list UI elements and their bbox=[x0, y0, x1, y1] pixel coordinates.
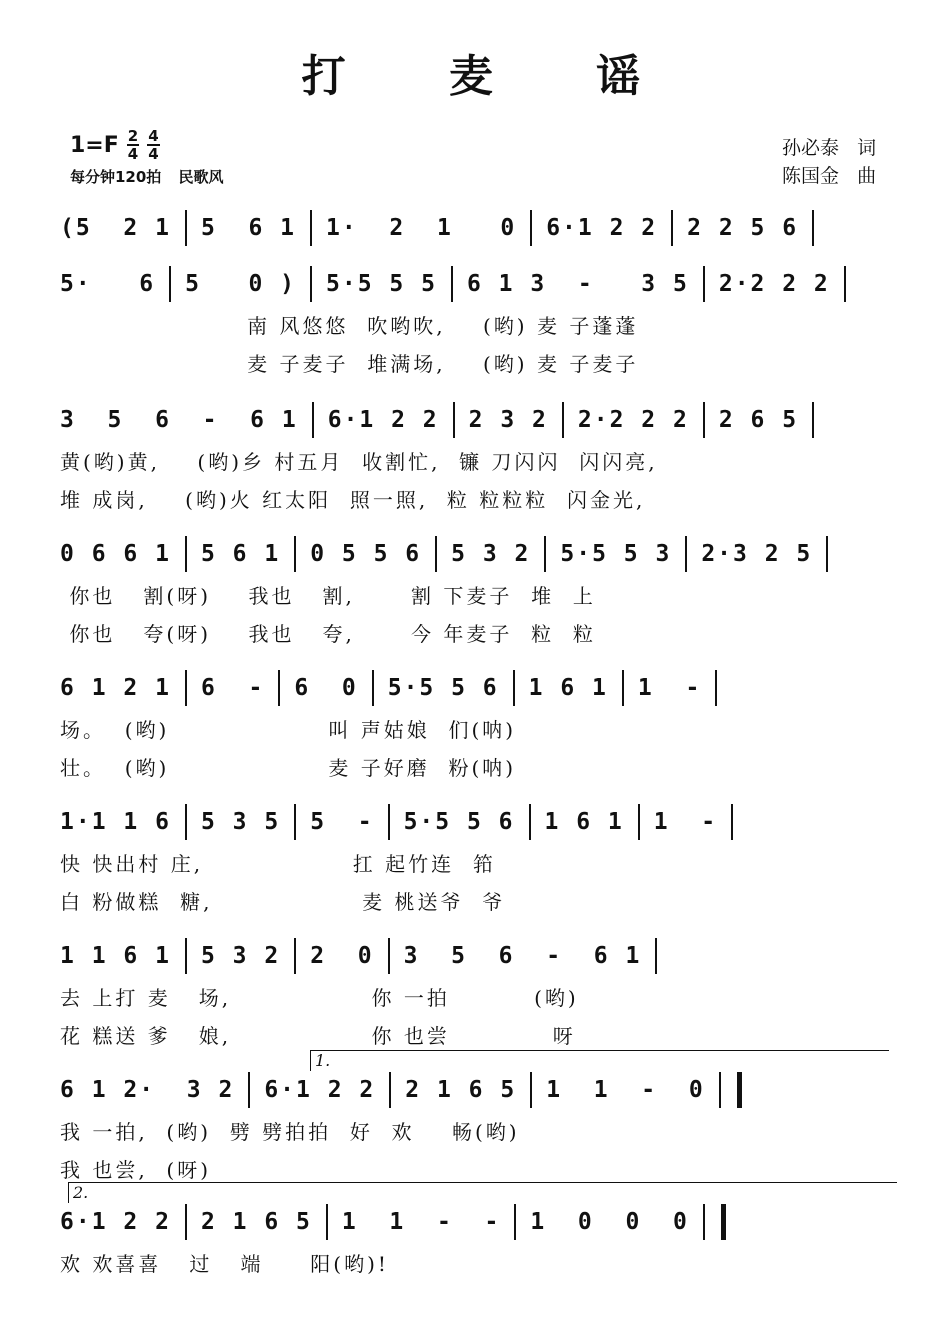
barline bbox=[719, 1072, 721, 1108]
measure: 1 1 6 1 bbox=[60, 943, 171, 969]
measure: 2·2 2 2 bbox=[577, 407, 689, 433]
key-time-line bbox=[70, 128, 224, 162]
song-title: 打 麦 谣 bbox=[301, 51, 685, 102]
lyrics-verse-2: 堆 成岗, (哟)火 红太阳 照一照, 粒 粒粒粒 闪金光, bbox=[60, 488, 646, 512]
measure: 2 6 5 bbox=[718, 407, 799, 433]
lyrics-verse-2: 麦 子麦子 堆满场, (哟) 麦 子麦子 bbox=[60, 352, 639, 376]
measure: 5·5 5 5 bbox=[326, 271, 437, 297]
lyrics-verse-1: 场。 (哟) 叫 声姑娘 们(呐) bbox=[60, 718, 517, 742]
barline bbox=[294, 938, 296, 974]
barline bbox=[530, 210, 532, 246]
barline bbox=[731, 804, 733, 840]
notes-line bbox=[60, 398, 900, 442]
measure: (5 2 1 bbox=[60, 215, 171, 241]
style: 民歌风 bbox=[178, 168, 224, 186]
measure: 5 6 1 bbox=[200, 541, 281, 567]
time-signature-4-4: $\frac{4}{4}$ bbox=[148, 127, 159, 163]
notes-line bbox=[60, 1068, 900, 1112]
barline bbox=[703, 1204, 705, 1240]
lyrics-verse-1: 快 快出村 庄, 扛 起竹连 筘 bbox=[60, 852, 496, 876]
time-signature-2-4: $\frac{2}{4}$ bbox=[127, 127, 139, 163]
notes-line bbox=[60, 666, 900, 710]
measure: 6 1 2· 3 2 bbox=[60, 1077, 235, 1103]
barline bbox=[310, 266, 312, 302]
measure: 2 3 2 bbox=[468, 407, 548, 433]
barline bbox=[844, 266, 846, 302]
lyrics-verse-1: 你也 割(呀) 我也 割, 割 下麦子 堆 上 bbox=[60, 584, 596, 608]
measure: 5 0 ) bbox=[185, 271, 297, 297]
barline bbox=[812, 210, 814, 246]
measure: 6·1 2 2 bbox=[264, 1077, 376, 1103]
lyrics-verse-2: 白 粉做糕 糖, 麦 桃送爷 爷 bbox=[60, 890, 506, 914]
barline bbox=[435, 536, 437, 572]
barline bbox=[514, 1204, 516, 1240]
measure: 6·1 2 2 bbox=[327, 407, 439, 433]
notes-line bbox=[60, 934, 900, 978]
measure: 6·1 2 2 bbox=[60, 1209, 171, 1235]
lyricist-credit bbox=[782, 134, 876, 162]
measure: 2 1 6 5 bbox=[405, 1077, 517, 1103]
barline bbox=[529, 804, 531, 840]
tempo-line bbox=[70, 166, 224, 187]
barline bbox=[185, 210, 187, 246]
song-meta bbox=[70, 128, 224, 187]
barline bbox=[185, 1204, 187, 1240]
volta-bracket: 1. bbox=[310, 1050, 889, 1071]
measure: 5 3 2 bbox=[451, 541, 531, 567]
measure: 1 1 - - bbox=[341, 1209, 501, 1235]
barline bbox=[622, 670, 624, 706]
measure: 2·2 2 2 bbox=[718, 271, 830, 297]
barline bbox=[703, 266, 705, 302]
composer: 陈国金 bbox=[782, 165, 840, 187]
lyrics-verse-1: 去 上打 麦 场, 你 一拍 (哟) bbox=[60, 986, 579, 1010]
lyrics-verse-1: 欢 欢喜喜 过 端 阳(哟)! bbox=[60, 1252, 389, 1276]
measure: 5· 6 bbox=[60, 271, 156, 297]
measure: 5 3 5 bbox=[200, 809, 281, 835]
barline bbox=[671, 210, 673, 246]
barline bbox=[388, 938, 390, 974]
barline bbox=[655, 938, 657, 974]
lyricist-role: 词 bbox=[857, 137, 877, 159]
barline bbox=[185, 804, 187, 840]
lyrics-verse-1: 黄(哟)黄, (哟)乡 村五月 收割忙, 镰 刀闪闪 闪闪亮, bbox=[60, 450, 658, 474]
barline bbox=[685, 536, 687, 572]
barline bbox=[703, 402, 705, 438]
measure: 1 1 - 0 bbox=[546, 1077, 705, 1103]
measure: 1 6 1 bbox=[528, 675, 608, 701]
measure: 1· 2 1 0 bbox=[326, 215, 517, 241]
barline bbox=[294, 536, 296, 572]
barline bbox=[185, 536, 187, 572]
barline bbox=[278, 670, 280, 706]
barline bbox=[544, 536, 546, 572]
barline bbox=[310, 210, 312, 246]
composer-credit bbox=[782, 162, 876, 190]
barline bbox=[388, 804, 390, 840]
measure: 5 3 2 bbox=[200, 943, 281, 969]
credits bbox=[782, 134, 876, 190]
measure: 2·3 2 5 bbox=[701, 541, 813, 567]
barline bbox=[812, 402, 814, 438]
barline bbox=[513, 670, 515, 706]
measure: 0 5 5 6 bbox=[310, 541, 422, 567]
notes-line bbox=[60, 206, 900, 250]
measure: 2 2 5 6 bbox=[687, 215, 799, 241]
end-barline bbox=[721, 1204, 726, 1240]
barline bbox=[453, 402, 455, 438]
measure: 6 - bbox=[200, 675, 265, 701]
measure: 0 6 6 1 bbox=[60, 541, 171, 567]
measure: 1·1 1 6 bbox=[60, 809, 171, 835]
barline bbox=[169, 266, 171, 302]
lyrics-verse-1: 南 风悠悠 吹哟吹, (哟) 麦 子蓬蓬 bbox=[60, 314, 639, 338]
measure: 2 1 6 5 bbox=[200, 1209, 312, 1235]
lyrics-verse-2: 你也 夸(呀) 我也 夸, 今 年麦子 粒 粒 bbox=[60, 622, 596, 646]
notes-line bbox=[60, 532, 900, 576]
barline bbox=[372, 670, 374, 706]
measure: 5 6 1 bbox=[200, 215, 297, 241]
key-signature: 1=F bbox=[70, 132, 119, 158]
lyricist: 孙必泰 bbox=[782, 137, 840, 159]
lyrics-verse-2: 花 糕送 爹 娘, 你 也尝 呀 bbox=[60, 1024, 576, 1048]
measure: 5·5 5 6 bbox=[387, 675, 499, 701]
volta-bracket: 2. bbox=[68, 1182, 897, 1203]
barline bbox=[562, 402, 564, 438]
measure: 6 0 bbox=[294, 675, 358, 701]
measure: 5·5 5 3 bbox=[560, 541, 672, 567]
measure: 1 - bbox=[637, 675, 702, 701]
barline bbox=[638, 804, 640, 840]
measure: 6 1 3 - 3 5 bbox=[466, 271, 689, 297]
composer-role: 曲 bbox=[857, 165, 877, 187]
barline bbox=[312, 402, 314, 438]
measure: 6 1 2 1 bbox=[60, 675, 171, 701]
barline bbox=[185, 938, 187, 974]
barline bbox=[389, 1072, 391, 1108]
barline bbox=[715, 670, 717, 706]
measure: 6·1 2 2 bbox=[546, 215, 658, 241]
barline bbox=[185, 670, 187, 706]
notes-line bbox=[60, 1200, 900, 1244]
barline bbox=[451, 266, 453, 302]
lyrics-verse-2: 我 也尝, (呀) bbox=[60, 1158, 212, 1182]
barline bbox=[826, 536, 828, 572]
measure: 1 6 1 bbox=[544, 809, 624, 835]
barline bbox=[326, 1204, 328, 1240]
measure: 1 - bbox=[653, 809, 718, 835]
barline bbox=[248, 1072, 250, 1108]
barline bbox=[530, 1072, 532, 1108]
end-barline bbox=[737, 1072, 742, 1108]
notes-line bbox=[60, 800, 900, 844]
notes-line bbox=[60, 262, 900, 306]
measure: 2 0 bbox=[310, 943, 374, 969]
barline bbox=[294, 804, 296, 840]
measure: 3 5 6 - 6 1 bbox=[60, 407, 298, 433]
measure: 3 5 6 - 6 1 bbox=[403, 943, 642, 969]
measure: 5·5 5 6 bbox=[403, 809, 515, 835]
measure: 1 0 0 0 bbox=[530, 1209, 689, 1235]
measure: 5 - bbox=[310, 809, 374, 835]
lyrics-verse-1: 我 一拍, (哟) 劈 劈拍拍 好 欢 畅(哟) bbox=[60, 1120, 520, 1144]
lyrics-verse-2: 壮。 (哟) 麦 子好磨 粉(呐) bbox=[60, 756, 517, 780]
tempo: 每分钟120拍 bbox=[70, 168, 162, 186]
